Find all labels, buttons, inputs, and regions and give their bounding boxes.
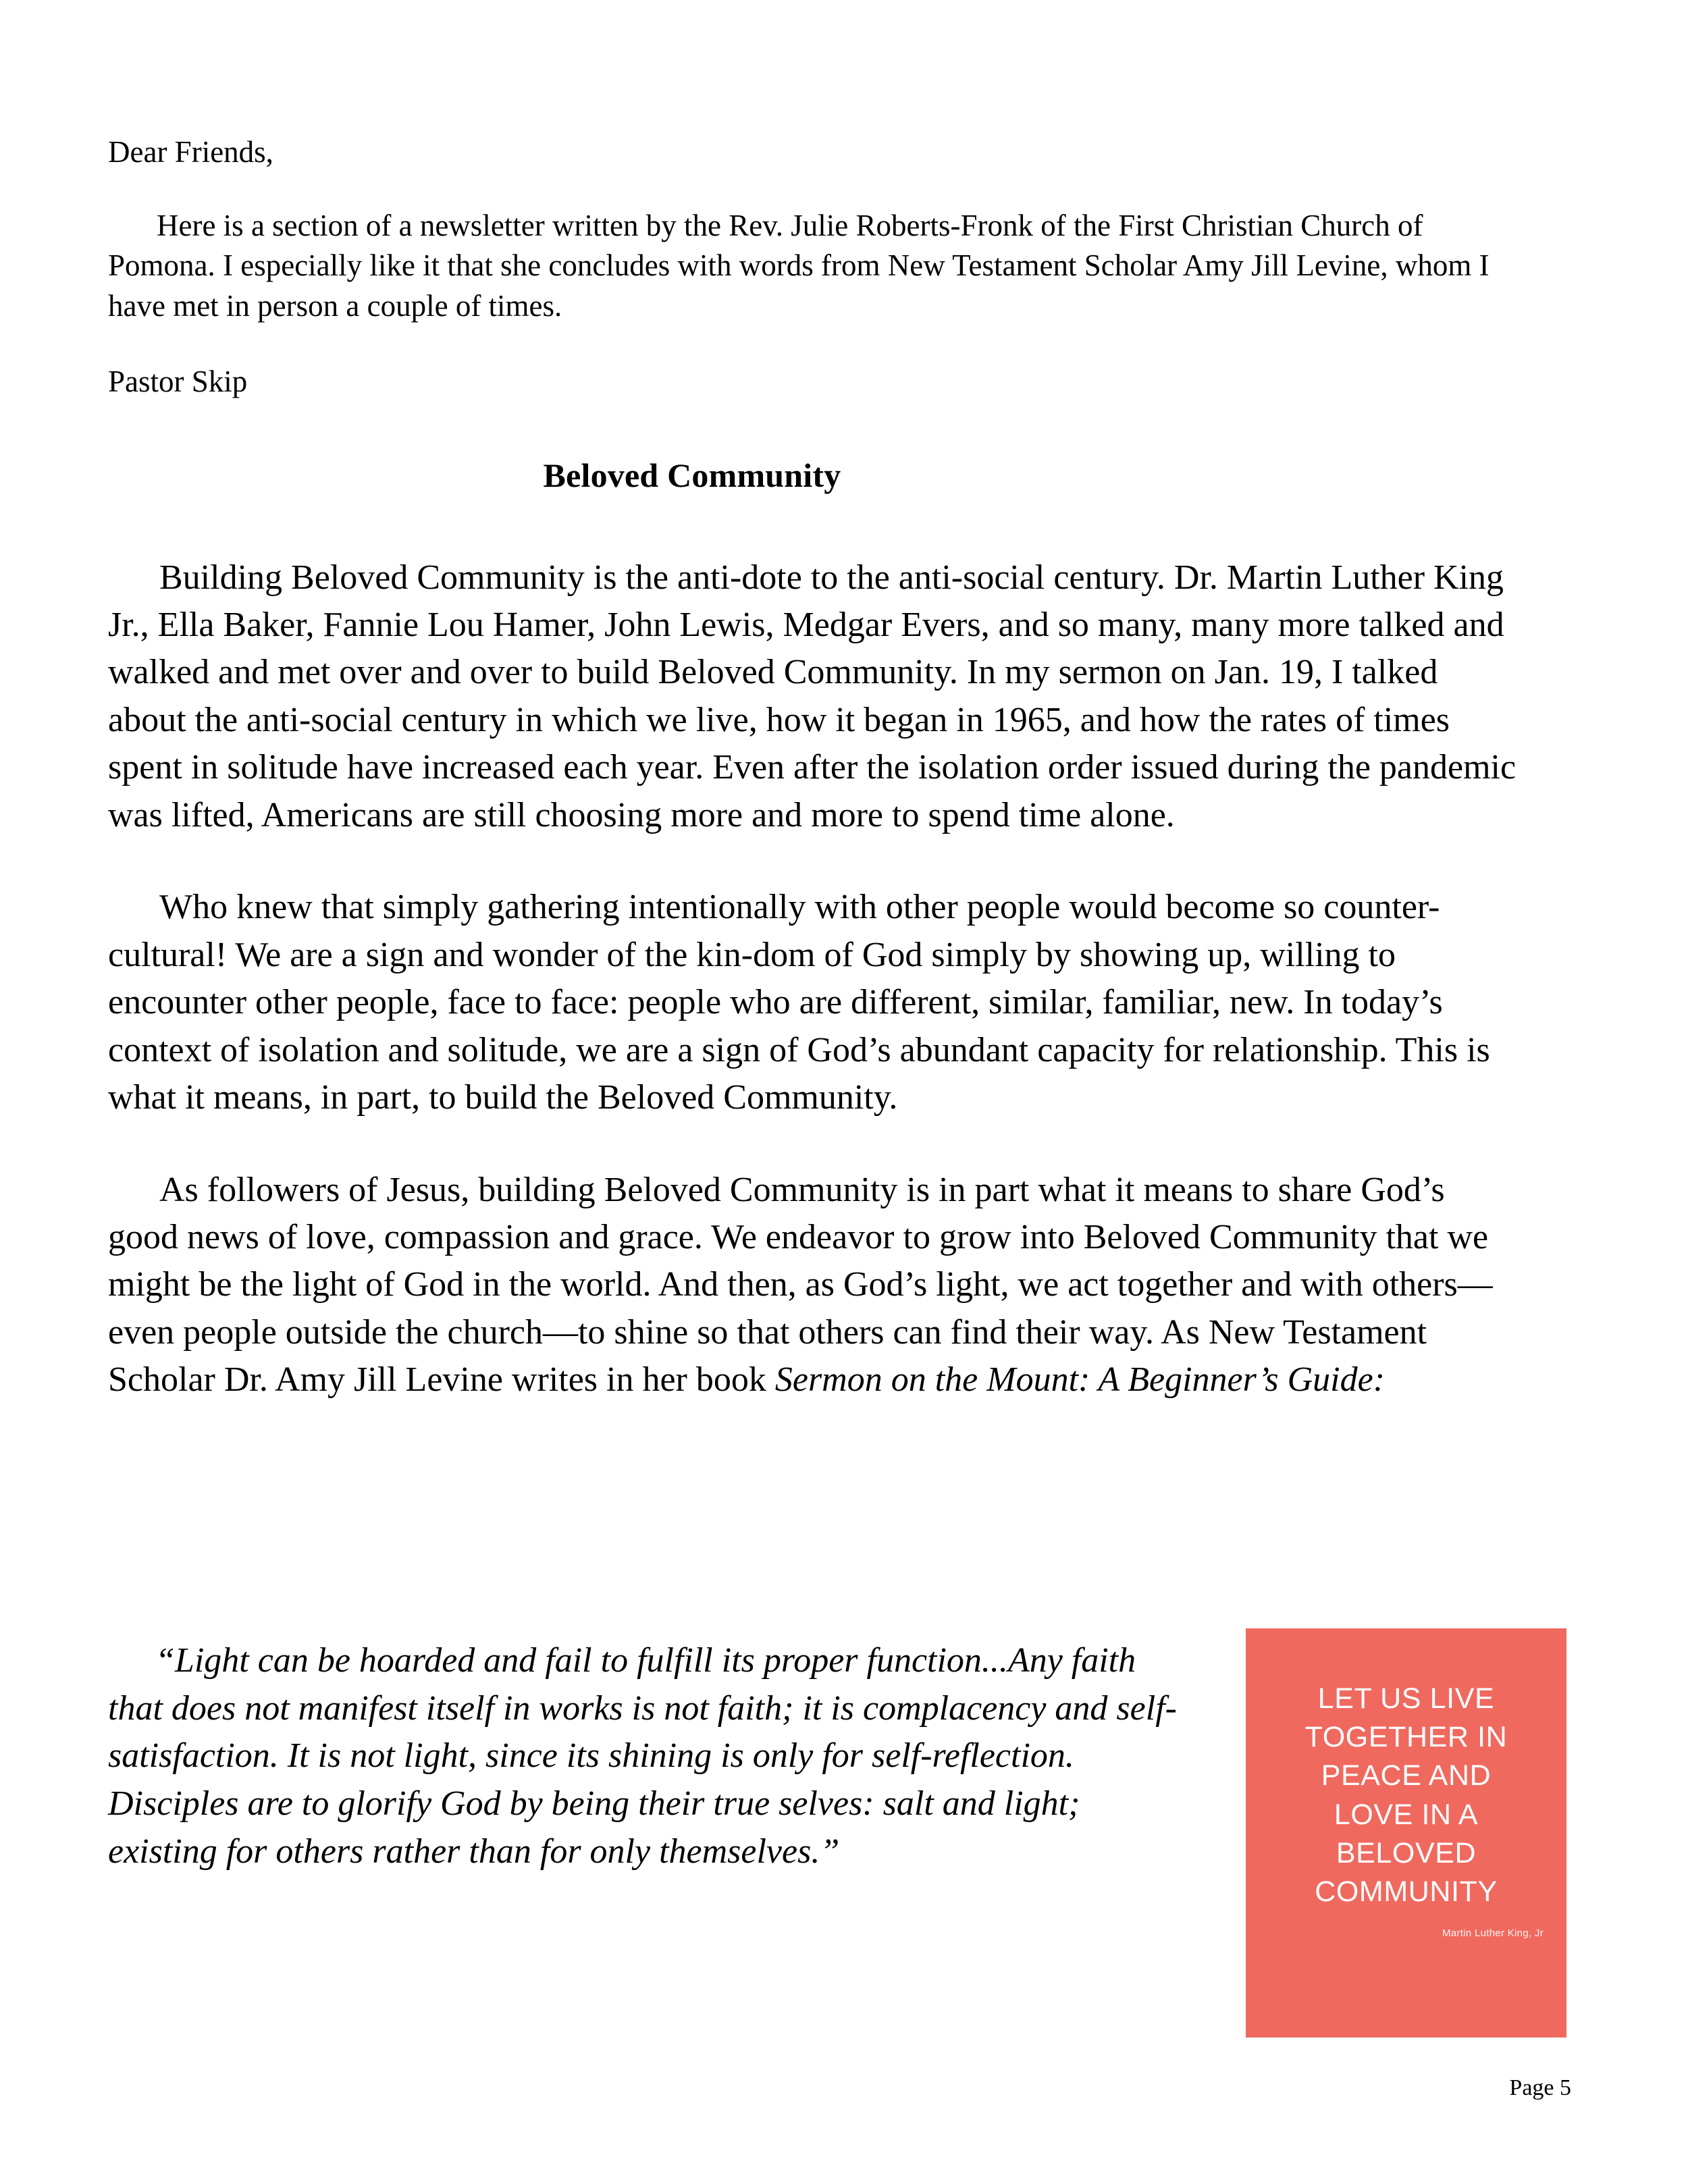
letter-salutation: Dear Friends, xyxy=(108,135,273,169)
poster-line-5: BELOVED xyxy=(1336,1836,1477,1869)
poster-line-4: LOVE IN A xyxy=(1334,1798,1479,1831)
beloved-community-poster-image xyxy=(1246,1628,1566,2037)
letter-signoff: Pastor Skip xyxy=(108,365,248,399)
page-number-footer: Page 5 xyxy=(1509,2075,1571,2100)
article-title: Beloved Community xyxy=(543,456,841,494)
article-paragraph-3-text: As followers of Jesus, building Beloved Community is in part what it means to share God’s good news of love, compassion and grace. We endeavor to grow into Beloved Community that we might be the light of God in the world. And then, as God’s light, we act together and with others—even people outside the church—to shine so that others can find their way. As New Testament Scholar Dr. Amy Jill Levine writes in her book xyxy=(108,1170,1493,1400)
poster-line-6: COMMUNITY xyxy=(1315,1875,1498,1908)
article-paragraph-2: Who knew that simply gathering intentionally with other people would become so counter-cultural! We are a sign and wonder of the kin-dom of God simply by showing up, willing to encounter other people, face to face: people who are different, similar, familiar, new. In today’s context of isolation and solitude, we are a sign of God’s abundant capacity for relationship. This is what it means, in part, to build the Beloved Community. xyxy=(108,888,1490,1117)
document-body xyxy=(108,132,1566,1404)
article-paragraph-1: Building Beloved Community is the anti-dote to the anti-social century. Dr. Martin Luther King Jr., Ella Baker, Fannie Lou Hamer, John Lewis, Medgar Evers, and so many, many more talked and walked and met over and over to build Beloved Community. In my sermon on Jan. 19, I talked about the anti-social century in which we live, how it began in 1965, and how the rates of times spent in solitude have increased each year. Even after the isolation order issued during the pandemic was lifted, Americans are still choosing more and more to spend time alone. xyxy=(108,558,1516,834)
poster-line-2: TOGETHER IN xyxy=(1304,1721,1508,1754)
letter-intro-paragraph: Here is a section of a newsletter written by the Rev. Julie Roberts-Fronk of the First Christian Church of Pomona. I especially like it that she concludes with words from New Testament Scholar Amy Jill Levine, whom I have met in person a couple of times. xyxy=(108,208,1489,323)
poster-line-3: PEACE AND xyxy=(1321,1759,1492,1792)
poster-line-1: LET US LIVE xyxy=(1317,1682,1495,1715)
book-title: Sermon on the Mount: A Beginner’s Guide: xyxy=(774,1360,1386,1400)
pull-quote: “Light can be hoarded and fail to fulfill its proper function...Any faith that does not manifest itself in works is not faith; it is complacency and self-satisfaction. It is not light, since its shining is only for self-reflection. Disciples are to glorify God by being their true selves: salt and light; existing for others rather than for only themselves.” xyxy=(108,1641,1177,1871)
poster-attribution: Martin Luther King, Jr xyxy=(1442,1927,1544,1940)
article-paragraph-3 xyxy=(108,1167,1523,1404)
